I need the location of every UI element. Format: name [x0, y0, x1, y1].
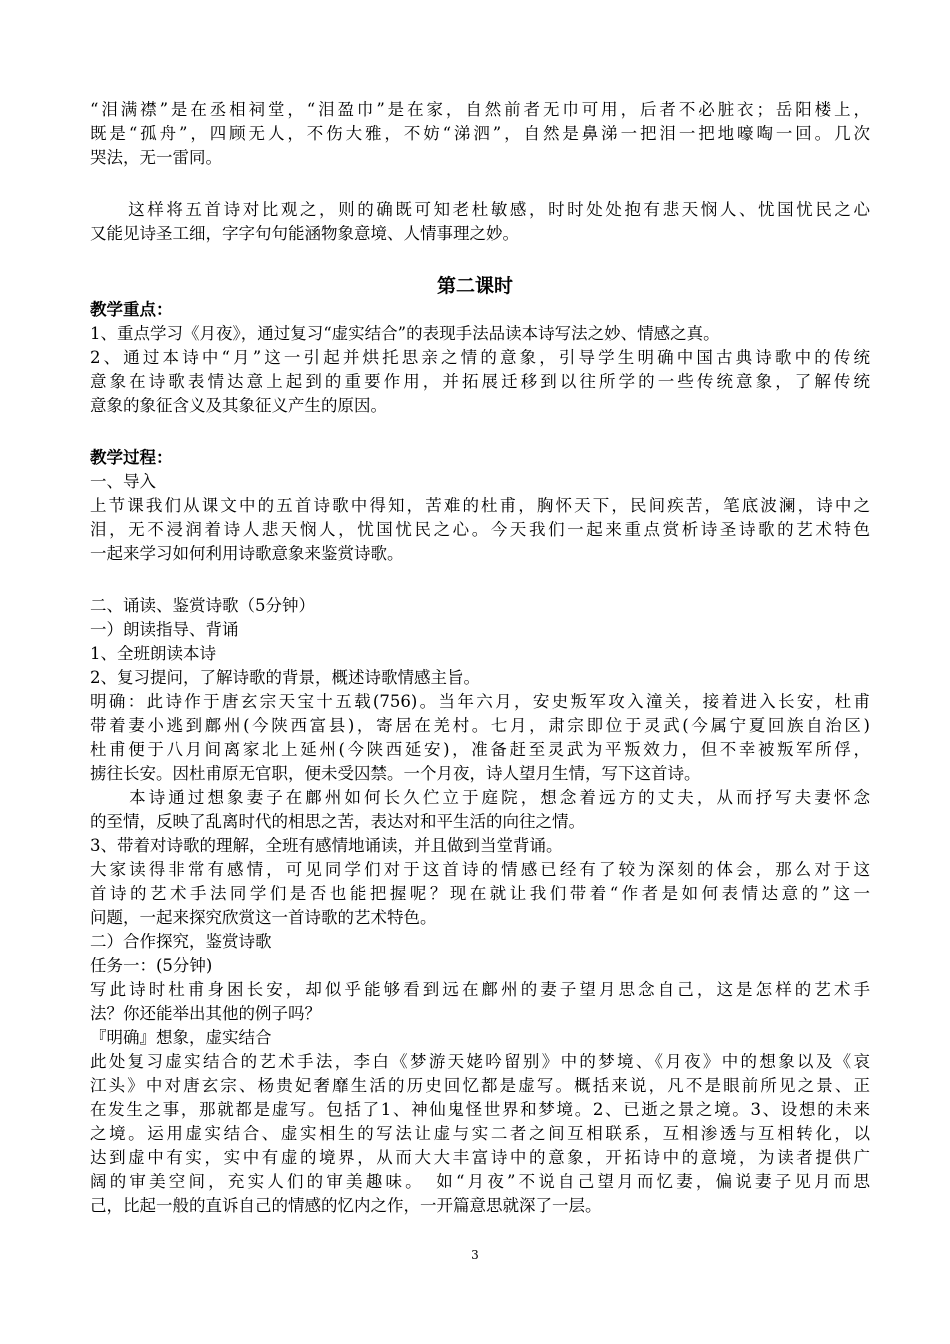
text-line: 本诗通过想象妻子在鄜州如何长久伫立于庭院，想念着远方的丈夫，从而抒写夫妻怀念	[90, 788, 870, 807]
text-line: 在发生之事，那就都是虚写。包括了1、神仙鬼怪世界和梦境。2、已逝之景之境。3、设想的未来	[90, 1100, 870, 1119]
text-line: 一起来学习如何利用诗歌意象来鉴赏诗歌。	[90, 544, 404, 563]
text-line: 任务一：(5分钟)	[90, 956, 213, 975]
key-points-section	[90, 298, 870, 418]
text-line: 一）朗读指导、背诵	[90, 620, 239, 639]
page-number: 3	[471, 1248, 479, 1262]
text-line: 法？你还能举出其他的例子吗？	[90, 1004, 321, 1023]
text-line: 己，比起一般的直诉自己的情感的忆内之作，一开篇意思就深了一层。	[90, 1196, 602, 1215]
text-line: 问题，一起来探究欣赏这一首诗歌的艺术特色。	[90, 908, 437, 927]
process-heading: 教学过程：	[90, 448, 173, 467]
text-line: 大家读得非常有感情，可见同学们对于这首诗的情感已经有了较为深刻的体会，那么对于这	[90, 860, 870, 879]
text-line: 既是“孤舟”，四顾无人，不伤大雅，不妨“涕泗”，自然是鼻涕一把泪一把地嚎啕一回。几次	[90, 124, 870, 143]
section-title: 第二课时	[436, 275, 513, 297]
text-line: 江头》中对唐玄宗、杨贵妃奢靡生活的历史回忆都是虚写。概括来说，凡不是眼前所见之景、正	[90, 1076, 870, 1095]
text-line: 泪，无不浸润着诗人悲天悯人，忧国忧民之心。今天我们一起来重点赏析诗圣诗歌的艺术特色	[90, 520, 870, 539]
text-line: 明确：此诗作于唐玄宗天宝十五载(756)。当年六月，安史叛军攻入潼关，接着进入长安，杜甫	[90, 692, 870, 711]
text-line: 3、带着对诗歌的理解，全班有感情地诵读，并且做到当堂背诵。	[90, 836, 563, 855]
key-points-heading: 教学重点：	[90, 300, 173, 319]
text-line: 2、通过本诗中“月”这一引起并烘托思亲之情的意象，引导学生明确中国古典诗歌中的传统	[90, 348, 870, 367]
text-line: 阔的审美空间，充实人们的审美趣味。 如“月夜”不说自己望月而忆妻，偏说妻子见月而思	[90, 1172, 870, 1191]
text-line: 二、诵读、鉴赏诗歌（5分钟）	[90, 596, 315, 615]
text-line: 意象在诗歌表情达意上起到的重要作用，并拓展迁移到以往所学的一些传统意象，了解传统	[90, 372, 870, 391]
text-line: 此处复习虚实结合的艺术手法，李白《梦游天姥吟留别》中的梦境、《月夜》中的想象以及《哀	[90, 1052, 870, 1071]
text-line: 杜甫便于八月间离家北上延州(今陕西延安)，准备赶至灵武为平叛效力，但不幸被叛军所俘，	[90, 740, 870, 759]
text-line: 1、全班朗读本诗	[90, 644, 216, 663]
text-line: 首诗的艺术手法同学们是否也能把握呢？现在就让我们带着“作者是如何表情达意的”这一	[90, 884, 870, 903]
text-line: 哭法，无一雷同。	[90, 148, 222, 167]
text-line: 这样将五首诗对比观之，则的确既可知老杜敏感，时时处处抱有悲天悯人、忧国忧民之心	[90, 200, 870, 219]
text-line: 掳往长安。因杜甫原无官职，便未受囚禁。一个月夜，诗人望月生情，写下这首诗。	[90, 764, 701, 783]
text-line: 1、重点学习《月夜》，通过复习“虚实结合”的表现手法品读本诗写法之妙、情感之真。	[90, 324, 720, 343]
process-body	[90, 594, 870, 1218]
text-line: 之境。运用虚实结合、虚实相生的写法让虚与实二者之间互相联系，互相渗透与互相转化，以	[90, 1124, 870, 1143]
process-section	[90, 446, 870, 566]
text-line: 一、导入	[90, 472, 156, 491]
text-line: 又能见诗圣工细，字字句句能涵物象意境、人情事理之妙。	[90, 224, 519, 243]
text-line: 写此诗时杜甫身困长安，却似乎能够看到远在鄜州的妻子望月思念自己，这是怎样的艺术手	[90, 980, 870, 999]
summary-paragraph	[90, 198, 870, 246]
text-line: 意象的象征含义及其象征义产生的原因。	[90, 396, 387, 415]
text-line: 达到虚中有实，实中有虚的境界，从而大大丰富诗中的意象，开拓诗中的意境，为读者提供广	[90, 1148, 870, 1167]
text-line: 2、复习提问，了解诗歌的背景，概述诗歌情感主旨。	[90, 668, 480, 687]
top-paragraph	[90, 98, 870, 170]
text-line: 二）合作探究，鉴赏诗歌	[90, 932, 272, 951]
text-line: 带着妻小逃到鄜州(今陕西富县)，寄居在羌村。七月，肃宗即位于灵武(今属宁夏回族自治区)	[90, 716, 870, 735]
text-line: “泪满襟”是在丞相祠堂，“泪盈巾”是在家，自然前者无巾可用，后者不必脏衣；岳阳楼上，	[90, 100, 870, 119]
text-line: 上节课我们从课文中的五首诗歌中得知，苦难的杜甫，胸怀天下，民间疾苦，笔底波澜，诗中之	[90, 496, 870, 515]
text-line: 『明确』想象，虚实结合	[90, 1028, 272, 1047]
text-line: 的至情，反映了乱离时代的相思之苦，表达对和平生活的向往之情。	[90, 812, 585, 831]
